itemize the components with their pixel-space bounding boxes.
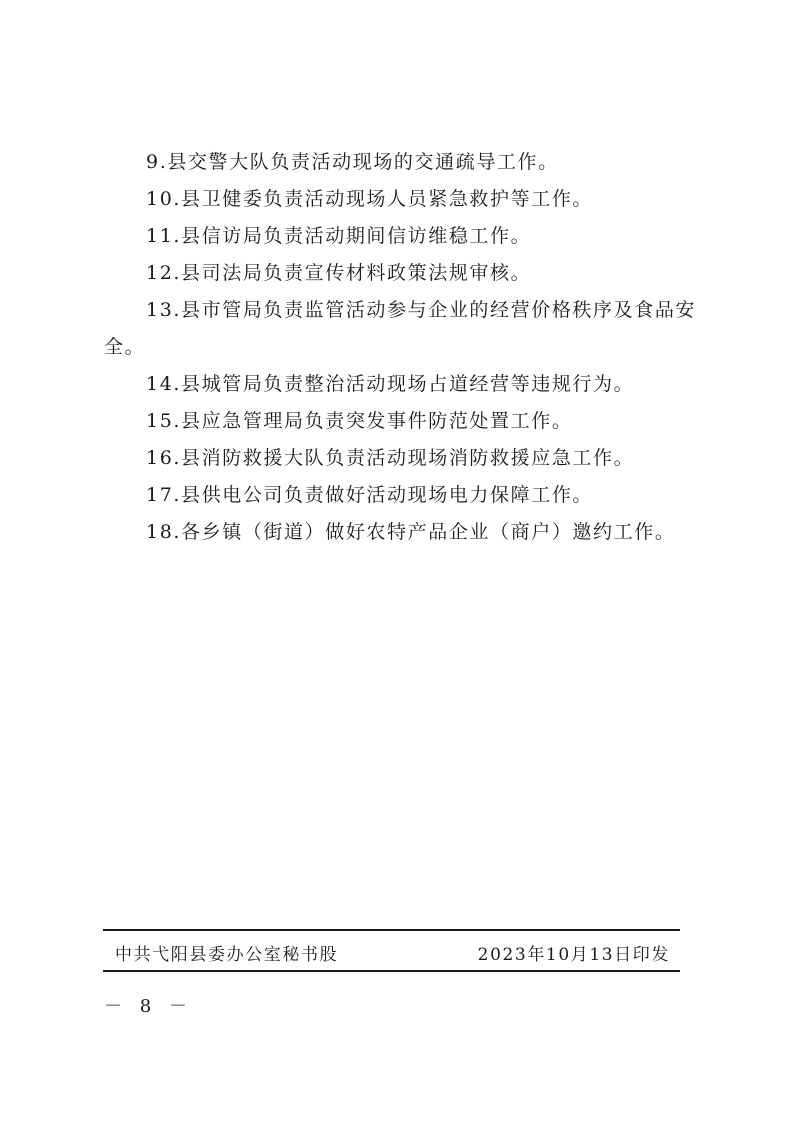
footer-top-rule — [103, 929, 680, 931]
page-number: － 8 － — [104, 996, 193, 1017]
paragraph-item-12: 12.县司法局负责宣传材料政策法规审核。 — [146, 262, 532, 284]
paragraph-item-10: 10.县卫健委负责活动现场人员紧急救护等工作。 — [146, 188, 594, 210]
paragraph-item-15: 15.县应急管理局负责突发事件防范处置工作。 — [146, 410, 573, 432]
paragraph-item-17: 17.县供电公司负责做好活动现场电力保障工作。 — [146, 484, 594, 506]
footer-bottom-rule — [103, 970, 680, 972]
paragraph-item-13: 13.县市管局负责监管活动参与企业的经营价格秩序及食品安全。 — [104, 299, 697, 358]
paragraph-item-18: 18.各乡镇（街道）做好农特产品企业（商户）邀约工作。 — [146, 521, 676, 543]
paragraph-item-11: 11.县信访局负责活动期间信访维稳工作。 — [146, 225, 532, 247]
issuer-name: 中共弋阳县委办公室秘书股 — [115, 945, 339, 965]
paragraph-item-14: 14.县城管局负责整治活动现场占道经营等违规行为。 — [146, 373, 635, 395]
issuance-footer — [103, 929, 680, 973]
paragraph-item-9: 9.县交警大队负责活动现场的交通疏导工作。 — [146, 151, 559, 173]
issue-date: 2023年10月13日印发 — [477, 945, 670, 965]
document-body — [104, 144, 704, 551]
paragraph-item-16: 16.县消防救援大队负责活动现场消防救援应急工作。 — [146, 447, 635, 469]
